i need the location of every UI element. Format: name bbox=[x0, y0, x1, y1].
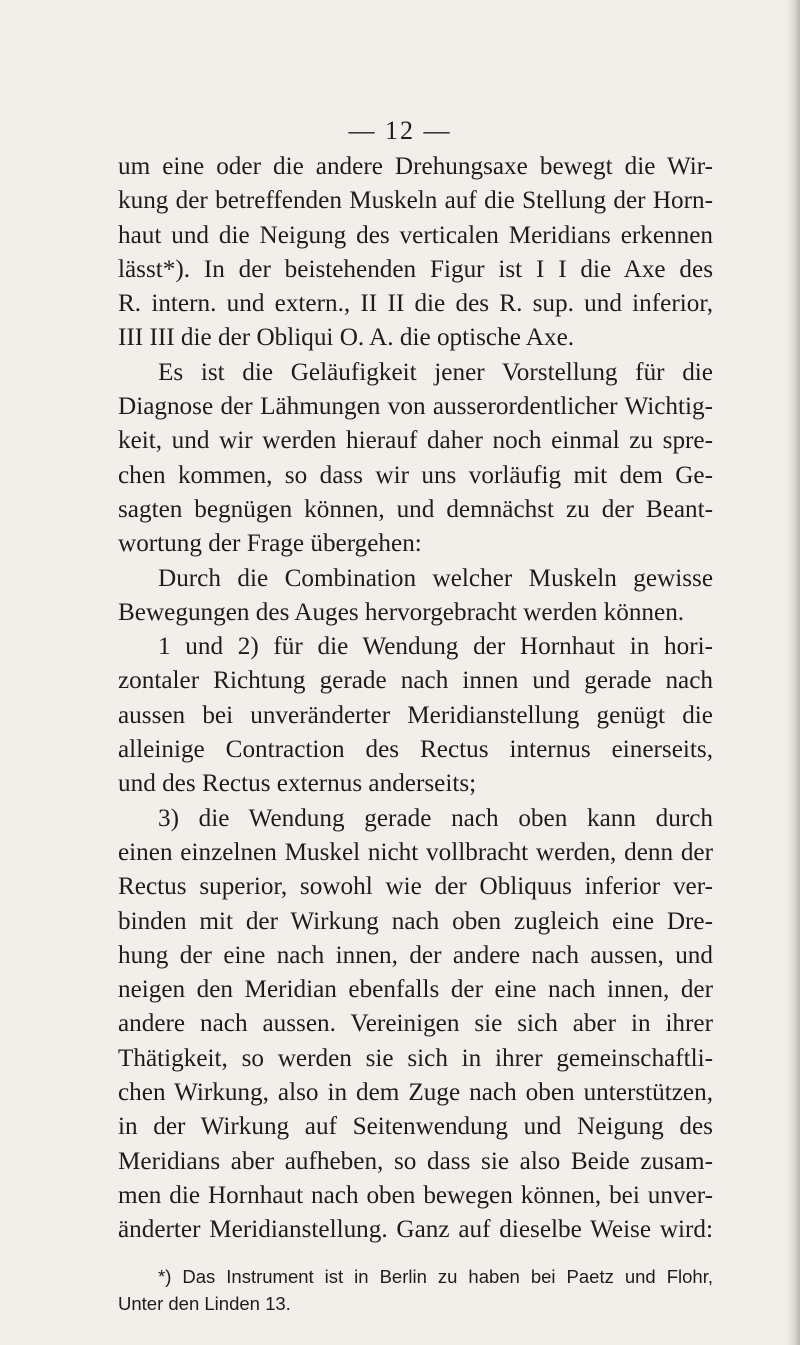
text-line: um eine oder die andere Drehungsaxe bewegt die Wir- bbox=[118, 153, 713, 180]
text-line: sagten begnügen können, und demnächst zu der Beant- bbox=[118, 495, 713, 523]
text-line: R. intern. und extern., II II die des R. sup. und inferior, bbox=[118, 290, 713, 318]
text-line: Es ist die Geläufigkeit jener Vorstellung für die bbox=[158, 358, 713, 386]
text-line: einen einzelnen Muskel nicht vollbracht werden, denn der bbox=[118, 838, 713, 866]
text-line: kung der betreffenden Muskeln auf die Stellung der Horn- bbox=[118, 187, 713, 215]
text-line: binden mit der Wirkung nach oben zugleich eine Dre- bbox=[118, 907, 713, 935]
text-line: chen kommen, so dass wir uns vorläufig mit dem Ge- bbox=[118, 461, 713, 489]
text-line: aussen bei unveränderter Meridianstellung genügt die bbox=[118, 701, 713, 729]
text-line: zontaler Richtung gerade nach innen und gerade nach bbox=[118, 667, 713, 695]
text-line: in der Wirkung auf Seitenwendung und Neigung des bbox=[118, 1113, 713, 1141]
text-line: chen Wirkung, also in dem Zuge nach oben unterstützen, bbox=[118, 1079, 713, 1107]
text-line: keit, und wir werden hierauf daher noch einmal zu spre- bbox=[118, 427, 713, 455]
body-text bbox=[118, 150, 713, 1248]
text-line: 1 und 2) für die Wendung der Hornhaut in hori- bbox=[158, 633, 713, 661]
footnote-line: Unter den Linden 13. bbox=[118, 1293, 291, 1314]
text-line: andere nach aussen. Vereinigen sie sich aber in ihrer bbox=[118, 1010, 713, 1038]
text-line: hung der eine nach innen, der andere nach aussen, und bbox=[118, 941, 713, 969]
footnote bbox=[118, 1263, 713, 1317]
text-line: Bewegungen des Auges hervorgebracht werden können. bbox=[118, 598, 685, 626]
text-line: III III die der Obliqui O. A. die optische Axe. bbox=[118, 324, 575, 352]
page-number: — 12 — bbox=[348, 116, 452, 145]
text-line: und des Rectus externus anderseits; bbox=[118, 770, 477, 798]
text-line: 3) die Wendung gerade nach oben kann durch bbox=[158, 804, 713, 832]
text-line: neigen den Meridian ebenfalls der eine nach innen, der bbox=[118, 976, 713, 1004]
text-line: lässt*). In der beistehenden Figur ist I I die Axe des bbox=[118, 255, 713, 283]
footnote-line: *) Das Instrument ist in Berlin zu haben bei Paetz und Flohr, bbox=[158, 1266, 713, 1287]
text-line: Thätigkeit, so werden sie sich in ihrer gemeinschaftli- bbox=[118, 1044, 713, 1072]
text-line: men die Hornhaut nach oben bewegen können, bei unver- bbox=[118, 1181, 713, 1209]
page-edge-shadow bbox=[786, 0, 800, 1345]
text-line: haut und die Neigung des verticalen Meridians erkennen bbox=[118, 221, 713, 249]
text-line: Durch die Combination welcher Muskeln gewisse bbox=[158, 564, 713, 592]
text-line: Rectus superior, sowohl wie der Obliquus inferior ver- bbox=[118, 873, 713, 901]
text-line: Meridians aber aufheben, so dass sie also Beide zusam- bbox=[118, 1147, 713, 1175]
text-line: änderter Meridianstellung. Ganz auf dieselbe Weise wird: bbox=[118, 1216, 713, 1244]
text-line: wortung der Frage übergehen: bbox=[118, 530, 422, 558]
text-line: alleinige Contraction des Rectus internus einerseits, bbox=[118, 736, 713, 764]
text-line: Diagnose der Lähmungen von ausserordentlicher Wichtig- bbox=[118, 393, 713, 421]
